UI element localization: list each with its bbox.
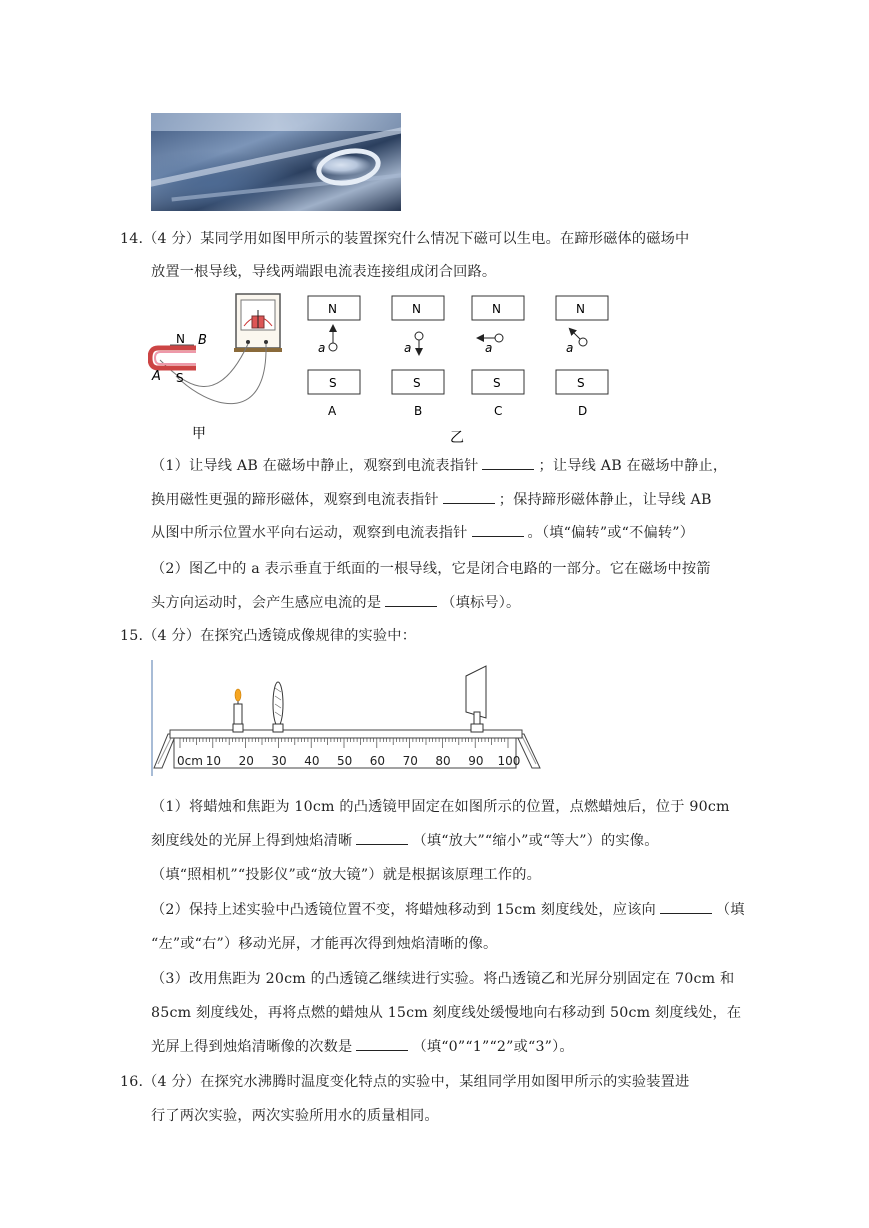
q14-p1-line2 [151,489,712,509]
q14-stem-line1: 14.（4 分）某同学用如图甲所示的装置探究什么情况下磁可以生电。在蹄形磁体的磁场中 [120,231,690,247]
q15-p3-line1: （3）改用焦距为 20cm 的凸透镜乙继续进行实验。将凸透镜乙和光屏分别固定在 70cm 和 [151,971,735,987]
q14-stem-line2: 放置一根导线，导线两端跟电流表连接组成闭合回路。 [151,264,497,280]
q15-p1-line2 [151,830,659,850]
ruler-label: 40 [304,754,320,768]
q15-p3-line2: 85cm 刻度线处，再将点燃的蜡烛从 15cm 刻度线处缓慢地向右移动到 50cm 刻度线处，在 [151,1005,742,1021]
q14-p1-line3-text-a: 从图中所示位置水平向右运动，观察到电流表指针 [151,525,468,541]
panel-b-north: N [412,302,421,316]
figure-jia [148,288,308,448]
jia-letter-s: S [176,371,184,385]
optical-bench-figure [150,658,545,778]
q14-blank-3[interactable] [472,524,524,537]
q14-blank-4[interactable] [385,594,437,607]
q14-p1-line1-text-b: ；让导线 AB 在磁场中静止， [538,458,728,474]
q14-p1-line2-text-b: ；保持蹄形磁体静止，让导线 AB [498,492,712,508]
ruler-label: 50 [337,754,353,768]
q14-p1-line2-text-a: 换用磁性更强的蹄形磁体，观察到电流表指针 [151,492,439,508]
ruler-label: 90 [468,754,484,768]
q14-p1-line1-text-a: （1）让导线 AB 在磁场中静止，观察到电流表指针 [151,458,479,474]
q15-p3-line3-text-a: 光屏上得到烛焰清晰像的次数是 [151,1039,353,1055]
panel-c-label: C [494,404,503,418]
panel-d-label: D [578,404,588,418]
panel-a-label: A [328,404,337,418]
figure-jia-label: 甲 [192,426,206,442]
q15-p1-line2-text-a: 刻度线处的光屏上得到烛焰清晰 [151,833,353,849]
q15-stem: 15.（4 分）在探究凸透镜成像规律的实验中： [120,628,417,644]
panel-d [556,296,608,418]
q14-p1-line3-text-b: 。（填“偏转”或“不偏转”） [527,525,695,541]
ruler-label: 0cm [177,754,203,768]
q15-p3-line3-text-b: （填“0”“1”“2”或“3”）。 [412,1039,574,1055]
panel-d-south: S [577,376,585,390]
q14-blank-2[interactable] [443,491,495,504]
panel-a [308,296,360,418]
q15-p2-line1-text-a: （2）保持上述实验中凸透镜位置不变，将蜡烛移动到 15cm 刻度线处，应该向 [151,902,656,918]
q15-p1-line2-text-b: （填“放大”“缩小”或“等大”）的实像。 [412,833,659,849]
q15-p2-line1 [151,899,745,919]
jia-letter-n: N [176,332,185,346]
q14-p2-line2-text-a: 头方向运动时，会产生感应电流的是 [151,595,382,611]
ruler-label: 10 [205,754,222,768]
ruler-label: 80 [435,754,451,768]
panel-d-north: N [576,302,585,316]
panel-a-wire: a [318,341,326,355]
stadium-photo [151,113,401,211]
q14-p2-line1: （2）图乙中的 a 表示垂直于纸面的一根导线，它是闭合电路的一部分。它在磁场中按箭 [151,561,711,577]
ruler-label: 100 [497,754,521,768]
q15-p1-line3: （填“照相机”“投影仪”或“放大镜”）就是根据该原理工作的。 [151,867,542,883]
panel-c-north: N [492,302,501,316]
panel-a-north: N [328,302,337,316]
panel-d-wire: a [566,341,574,355]
convex-lens [273,682,283,732]
q14-p2-line2-text-b: （填标号）。 [441,595,521,611]
q16-stem-line2: 行了两次实验，两次实验所用水的质量相同。 [151,1108,439,1124]
q14-p1-line1 [151,455,727,475]
q15-p3-line3 [151,1036,574,1056]
jia-letter-b: B [198,333,207,348]
panel-b-wire: a [404,341,412,355]
figure-yi [300,290,630,450]
q15-p2-line1-text-b: （填 [715,902,745,918]
panel-c-south: S [493,376,501,390]
q14-blank-1[interactable] [482,457,534,470]
q14-p1-line3 [151,522,694,542]
panel-c-wire: a [485,341,493,355]
ruler-label: 20 [238,754,254,768]
light-screen [466,666,486,732]
candle [233,689,243,732]
q14-p2-line2 [151,592,520,612]
panel-a-south: S [329,376,337,390]
panel-b [392,296,444,418]
q15-p2-line2: “左”或“右”）移动光屏，才能再次得到烛焰清晰的像。 [151,936,498,952]
q15-p1-line1: （1）将蜡烛和焦距为 10cm 的凸透镜甲固定在如图所示的位置，点燃蜡烛后，位于 90cm [151,799,730,815]
q15-blank-2[interactable] [660,901,712,914]
figure-yi-label: 乙 [450,430,464,446]
panel-b-label: B [414,404,423,418]
ruler-label: 70 [402,754,418,768]
panel-c [472,296,524,418]
q15-blank-1[interactable] [356,832,408,845]
q16-stem-line1: 16.（4 分）在探究水沸腾时温度变化特点的实验中，某组同学用如图甲所示的实验装置进 [120,1074,690,1090]
jia-letter-a: A [152,369,161,384]
ruler-label: 30 [271,754,287,768]
ruler-label: 60 [369,754,386,768]
panel-b-south: S [413,376,421,390]
q15-blank-3[interactable] [356,1038,408,1051]
